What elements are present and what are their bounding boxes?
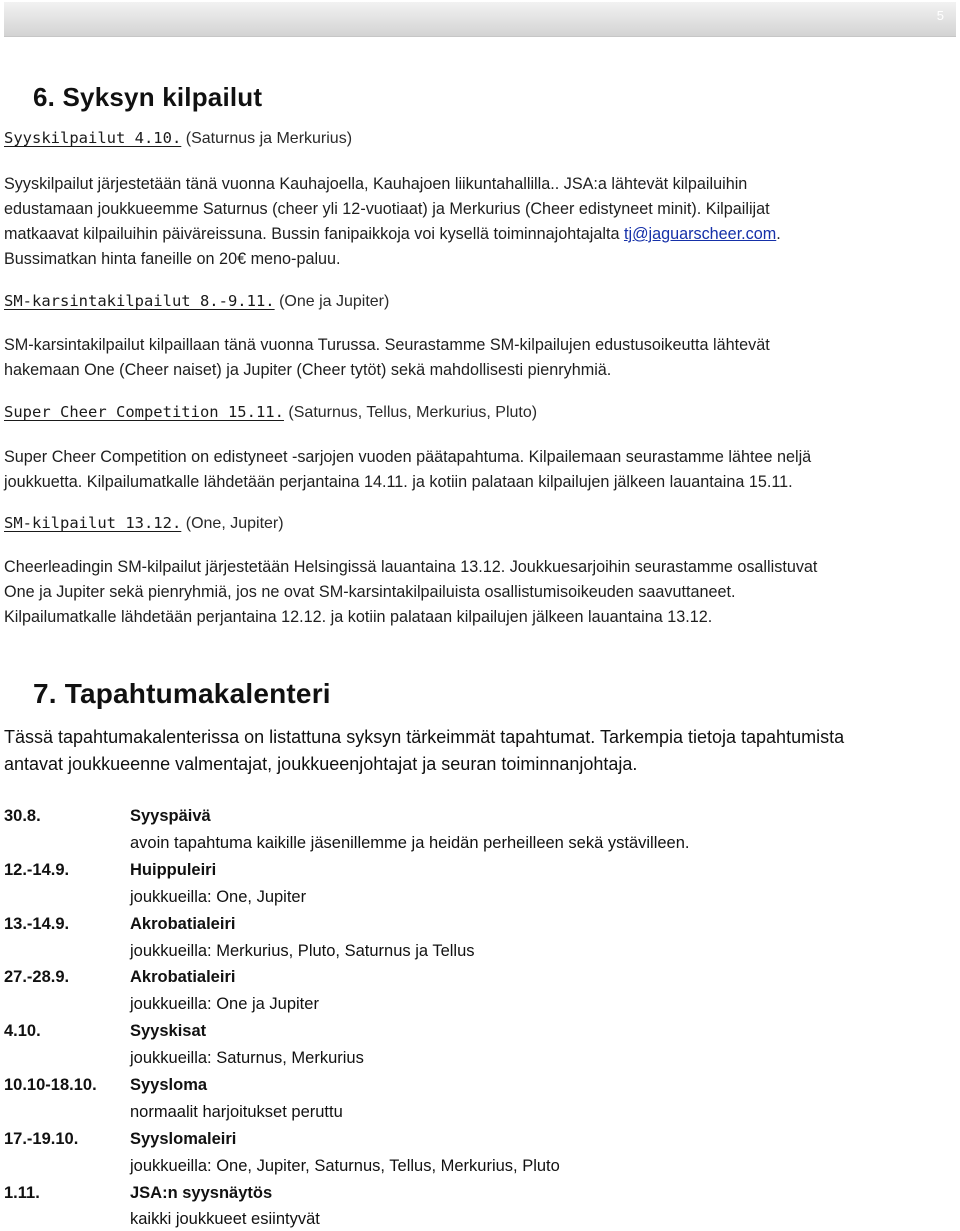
- event-title: Syyspäivä: [130, 807, 211, 825]
- event-description: kaikki joukkueet esiintyvät: [130, 1210, 320, 1228]
- subsection-syyskilpailut-title: [4, 129, 352, 148]
- event-title: Huippuleiri: [130, 861, 217, 879]
- event-title: Syyskisat: [130, 1022, 207, 1040]
- subsection-teams: (Saturnus ja Merkurius): [181, 130, 353, 147]
- event-description: avoin tapahtuma kaikille jäsenillemme ja heidän perheilleen sekä ystävilleen.: [130, 834, 690, 852]
- paragraph-text: .: [776, 225, 781, 243]
- section-6-heading: 6. Syksyn kilpailut: [33, 82, 263, 112]
- event-title: Akrobatialeiri: [130, 915, 236, 933]
- page-number: 5: [936, 8, 944, 23]
- event-date: 4.10.: [4, 1022, 41, 1040]
- event-title: Syyslomaleiri: [130, 1130, 237, 1148]
- subsection-title-text: SM-karsintakilpailut 8.-9.11.: [4, 292, 275, 310]
- event-description: joukkueilla: Saturnus, Merkurius: [130, 1049, 364, 1067]
- event-date: 17.-19.10.: [4, 1130, 79, 1148]
- subsection-title-text: Syyskilpailut 4.10.: [4, 129, 182, 147]
- event-description: joukkueilla: Merkurius, Pluto, Saturnus ja Tellus: [130, 942, 475, 960]
- subsection-super-cheer-title: [4, 403, 537, 422]
- email-link[interactable]: tj@jaguarscheer.com: [623, 225, 777, 243]
- event-date: 1.11.: [4, 1184, 40, 1202]
- subsection-teams: (Saturnus, Tellus, Merkurius, Pluto): [283, 404, 538, 421]
- paragraph-line: joukkuetta. Kilpailumatkalle lähdetään perjantaina 14.11. ja kotiin palataan kilpailujen jälkeen lauantaina 15.11.: [4, 473, 793, 491]
- page-header-bar: [4, 2, 956, 37]
- event-date: 12.-14.9.: [4, 861, 70, 879]
- event-date: 10.10-18.10.: [4, 1076, 97, 1094]
- event-title: Syysloma: [130, 1076, 208, 1094]
- subsection-sm-karsinta-title: [4, 292, 389, 311]
- event-description: joukkueilla: One ja Jupiter: [130, 995, 319, 1013]
- event-description: joukkueilla: One, Jupiter, Saturnus, Tellus, Merkurius, Pluto: [130, 1157, 560, 1175]
- event-date: 27.-28.9.: [4, 968, 70, 986]
- event-title: Akrobatialeiri: [130, 968, 236, 986]
- subsection-title-text: SM-kilpailut 13.12.: [4, 514, 182, 532]
- paragraph-text: matkaavat kilpailuihin päiväreissuna. Bussin fanipaikkoja voi kysellä toiminnajohtajalta: [4, 225, 624, 243]
- paragraph-line: Kilpailumatkalle lähdetään perjantaina 12.12. ja kotiin palataan kilpailujen jälkeen lauantaina 13.12.: [4, 608, 713, 626]
- event-date: 30.8.: [4, 807, 41, 825]
- subsection-teams: (One, Jupiter): [181, 515, 284, 532]
- subsection-title-text: Super Cheer Competition 15.11.: [4, 403, 284, 421]
- paragraph-line: Syyskilpailut järjestetään tänä vuonna Kauhajoella, Kauhajoen liikuntahallilla.. JSA:a lähtevät kilpailuihin: [4, 175, 748, 193]
- subsection-sm-kilpailut-title: [4, 514, 284, 533]
- event-date: 13.-14.9.: [4, 915, 70, 933]
- event-description: normaalit harjoitukset peruttu: [130, 1103, 343, 1121]
- paragraph-line: SM-karsintakilpailut kilpaillaan tänä vuonna Turussa. Seurastamme SM-kilpailujen edustusoikeutta lähtevät: [4, 336, 770, 354]
- paragraph-line: edustamaan joukkueemme Saturnus (cheer yli 12-vuotiaat) ja Merkurius (Cheer edistyneet minit). Kilpailijat: [4, 200, 770, 218]
- paragraph-line: Super Cheer Competition on edistyneet -sarjojen vuoden päätapahtuma. Kilpailemaan seurastamme lähtee neljä: [4, 448, 812, 466]
- paragraph-line-with-link: [4, 225, 781, 244]
- subsection-teams: (One ja Jupiter): [274, 293, 390, 310]
- intro-line: Tässä tapahtumakalenterissa on listattuna syksyn tärkeimmät tapahtumat. Tarkempia tietoja tapahtumista: [4, 727, 845, 747]
- event-title: JSA:n syysnäytös: [130, 1184, 273, 1202]
- event-description: joukkueilla: One, Jupiter: [130, 888, 307, 906]
- paragraph-line: Bussimatkan hinta faneille on 20€ meno-paluu.: [4, 250, 341, 268]
- paragraph-line: Cheerleadingin SM-kilpailut järjestetään Helsingissä lauantaina 13.12. Joukkuesarjoihin seurastamme osallistuvat: [4, 558, 818, 576]
- intro-line: antavat joukkueenne valmentajat, joukkueenjohtajat ja seuran toiminnanjohtaja.: [4, 754, 638, 774]
- paragraph-line: hakemaan One (Cheer naiset) ja Jupiter (Cheer tytöt) sekä mahdollisesti pienryhmiä.: [4, 361, 612, 379]
- section-7-heading: 7. Tapahtumakalenteri: [33, 678, 331, 709]
- paragraph-line: One ja Jupiter sekä pienryhmiä, jos ne ovat SM-karsintakilpailuista osallistumisoikeuden saavuttaneet.: [4, 583, 736, 601]
